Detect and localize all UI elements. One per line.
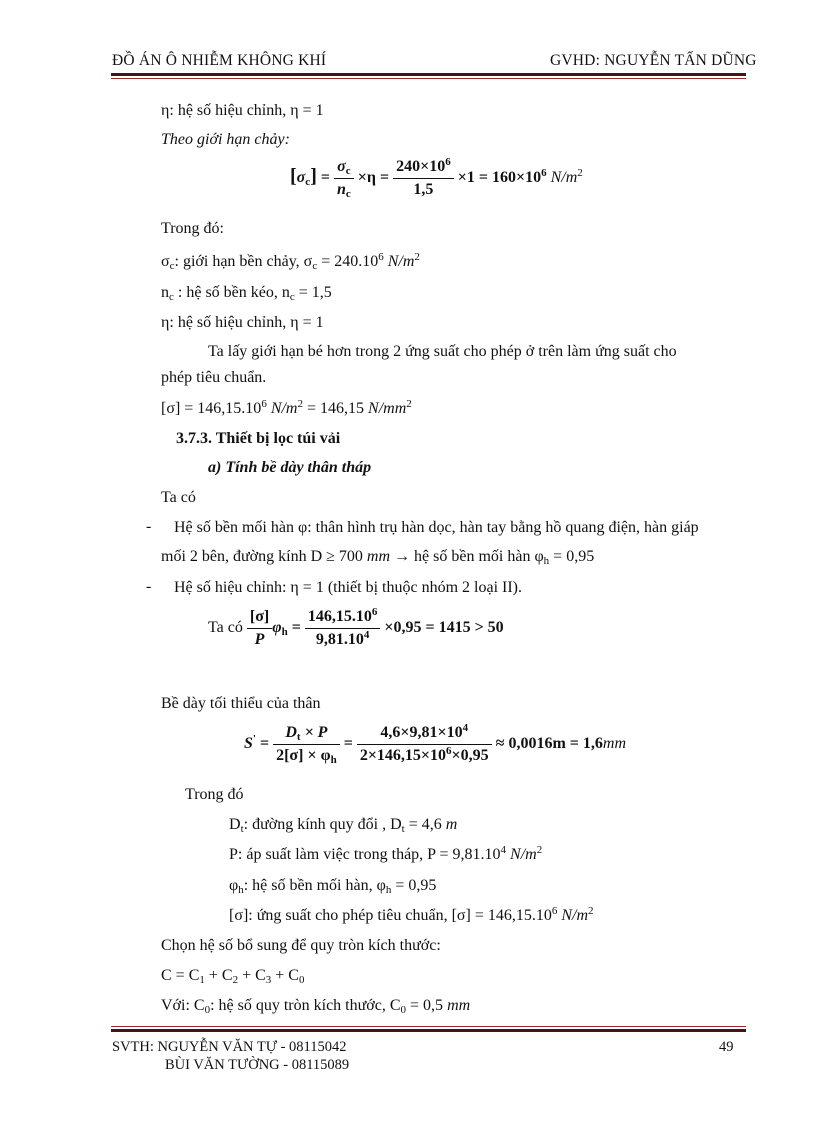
eta-line-2: η: hệ số hiệu chỉnh, η = 1 bbox=[161, 314, 324, 331]
bullet-2: Hệ số hiệu chỉnh: η = 1 (thiết bị thuộc nhóm 2 loại II). bbox=[174, 579, 522, 596]
trong-do-2: Trong đó bbox=[185, 786, 244, 803]
header-rule-thin bbox=[111, 78, 746, 79]
equation-ratio-check: Ta có $\frac{[\sigma]}{P}$ $\varphi_h$ = $\frac{146,15.10^6}{9,81.10^4}$ ×0,95 = 1415 > 50 bbox=[208, 606, 504, 648]
footer-rule-thin bbox=[111, 1026, 746, 1027]
footer-rule-thick bbox=[111, 1029, 746, 1032]
phi-line: $\varphi_h$: hệ số bền mối hàn, $\varphi_h = 0,95$ bbox=[229, 877, 437, 896]
footer-student-1: SVTH: NGUYỄN VĂN TỰ - 08115042 bbox=[112, 1039, 347, 1055]
sigma-line: [σ]: ứng suất cho phép tiêu chuẩn, $[\sigma] = 146,15.10^6$ $N/m^2$ bbox=[229, 905, 594, 924]
trong-do: Trong đó: bbox=[161, 220, 224, 237]
subsection-heading: a) Tính bề dày thân tháp bbox=[208, 459, 372, 476]
voi-line: Với: $C_0$: hệ số quy tròn kích thước, $C_0 = 0,5$ mm bbox=[161, 997, 471, 1016]
c-sum-line: $C = C_1 + C_2 + C_3 + C_0$ bbox=[161, 967, 305, 986]
bullet-1-line-2: mối 2 bên, đường kính D ≥ 700 mm → hệ số bền mối hàn $\varphi_h = 0,95$ bbox=[161, 548, 595, 567]
paragraph-line-2: phép tiêu chuẩn. bbox=[161, 369, 267, 386]
header-title: ĐỒ ÁN Ô NHIỄM KHÔNG KHÍ bbox=[112, 52, 327, 69]
paragraph-line-1: Ta lấy giới hạn bé hơn trong 2 ứng suất cho phép ở trên làm ứng suất cho bbox=[208, 343, 677, 360]
section-heading: 3.7.3. Thiết bị lọc túi vải bbox=[176, 430, 341, 447]
be-day-heading: Bề dày tối thiểu của thân bbox=[161, 695, 321, 712]
equation-allowable-stress: $[\sigma_c]$ = $\frac{\sigma_c}{n_c}$ ×η = $\frac{240\times 10^6}{1,5}$ $\times 1 = 160\times 10^6$ $N/m^2$ bbox=[290, 156, 583, 200]
equation-thickness: S' = $\frac{D_t \times P}{2[\sigma] \times \varphi_h}$ = $\frac{4,6\times 9,81\times 10^4}{2\times 146,15\times 10^6\times 0,95}$ ≈ 0,0016m = 1,6mm bbox=[244, 722, 627, 766]
header-rule-thick bbox=[111, 73, 746, 76]
bullet-dash-1: - bbox=[146, 518, 152, 535]
theo-gioi-han: Theo giới hạn chảy: bbox=[161, 131, 290, 148]
footer-student-2: BÙI VĂN TƯỜNG - 08115089 bbox=[165, 1057, 350, 1073]
header-supervisor: GVHD: NGUYỄN TẤN DŨNG bbox=[550, 52, 757, 69]
bullet-1-line-1: Hệ số bền mối hàn φ: thân hình trụ hàn dọc, hàn tay bằng hồ quang điện, hàn giáp bbox=[174, 519, 699, 536]
ta-co: Ta có bbox=[161, 489, 196, 506]
eta-line: η: hệ số hiệu chỉnh, η = 1 bbox=[161, 102, 324, 119]
p-line: P: áp suất làm việc trong tháp, $P = 9,81.10^4$ $N/m^2$ bbox=[229, 844, 543, 863]
chon-he-so: Chọn hệ số bổ sung để quy tròn kích thước: bbox=[161, 937, 441, 954]
dt-line: $D_t$: đường kính quy đổi , $D_t = 4,6$ m bbox=[229, 816, 458, 835]
page-number: 49 bbox=[719, 1039, 734, 1055]
sigma-c-line: $\sigma_c$: giới hạn bền chảy, $\sigma_c = 240.10^6$ $N/m^2$ bbox=[161, 251, 420, 272]
n-c-line: $n_c$ : hệ số bền kéo, $n_c = 1,5$ bbox=[161, 284, 332, 303]
sigma-standard-line: $[\sigma] = 146,15.10^6$ $N/m^2 = 146,15$ $N/mm^2$ bbox=[161, 398, 412, 417]
bullet-dash-2: - bbox=[146, 578, 152, 595]
